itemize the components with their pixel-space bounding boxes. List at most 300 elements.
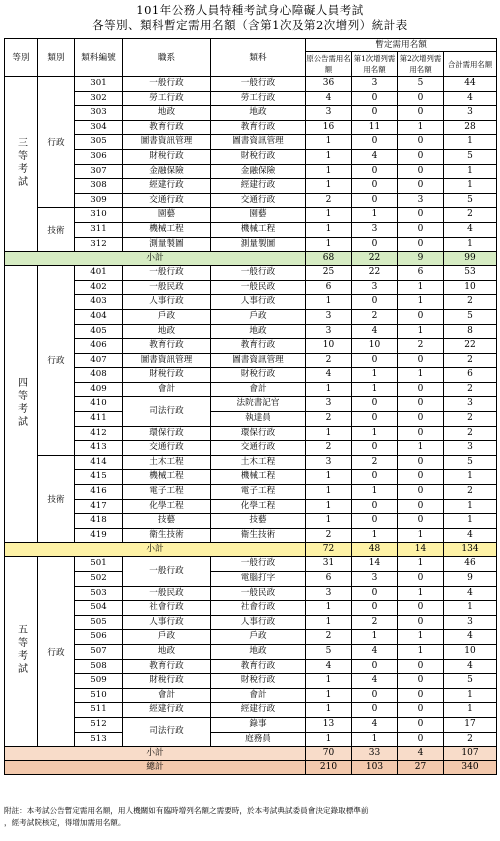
second-increase-cell: 0 xyxy=(398,353,444,368)
table-row xyxy=(5,309,497,324)
subject-cell: 戶政 xyxy=(211,630,306,645)
first-increase-cell: 3 xyxy=(352,572,398,587)
table-row xyxy=(5,703,497,718)
header-original: 原公告需用名額 xyxy=(306,52,352,77)
subtotal-value: 4 xyxy=(398,747,444,761)
subject-cell: 教育行政 xyxy=(211,120,306,135)
table-row xyxy=(5,426,497,441)
second-increase-cell: 0 xyxy=(398,688,444,703)
subject-cell: 社會行政 xyxy=(211,601,306,616)
table-row xyxy=(5,193,497,208)
first-increase-cell: 3 xyxy=(352,222,398,237)
second-increase-cell: 1 xyxy=(398,368,444,383)
original-cell: 1 xyxy=(306,485,352,500)
subject-cell: 一般行政 xyxy=(211,77,306,92)
series-cell: 教育行政 xyxy=(123,659,211,674)
second-increase-cell: 1 xyxy=(398,528,444,543)
table-row xyxy=(5,674,497,689)
header-subject: 類科 xyxy=(211,39,306,77)
code-cell: 410 xyxy=(75,397,123,412)
total-cell: 2 xyxy=(444,208,497,223)
original-cell: 2 xyxy=(306,353,352,368)
second-increase-cell: 1 xyxy=(398,280,444,295)
document-title: 101年公務人員特種考試身心障礙人員考試 xyxy=(136,3,364,17)
first-increase-cell: 0 xyxy=(352,237,398,252)
header-group: 暫定需用名額 xyxy=(306,39,497,52)
total-cell: 44 xyxy=(444,77,497,92)
subject-cell: 交通行政 xyxy=(211,441,306,456)
code-cell: 509 xyxy=(75,674,123,689)
document-subtitle: 各等別、類科暫定需用名額（含第1次及第2次增列）統計表 xyxy=(92,18,408,32)
first-increase-cell: 4 xyxy=(352,674,398,689)
code-cell: 411 xyxy=(75,412,123,427)
code-cell: 417 xyxy=(75,499,123,514)
second-increase-cell: 0 xyxy=(398,222,444,237)
series-cell: 機械工程 xyxy=(123,470,211,485)
code-cell: 505 xyxy=(75,615,123,630)
total-cell: 4 xyxy=(444,222,497,237)
first-increase-cell: 0 xyxy=(352,688,398,703)
first-increase-cell: 1 xyxy=(352,208,398,223)
series-cell: 測量製圖 xyxy=(123,237,211,252)
table-row xyxy=(5,412,497,427)
second-increase-cell: 0 xyxy=(398,426,444,441)
subject-cell: 地政 xyxy=(211,324,306,339)
code-cell: 506 xyxy=(75,630,123,645)
original-cell: 3 xyxy=(306,324,352,339)
first-increase-cell: 0 xyxy=(352,397,398,412)
series-cell: 圖書資訊管理 xyxy=(123,353,211,368)
code-cell: 507 xyxy=(75,644,123,659)
table-row xyxy=(5,324,497,339)
series-cell: 地政 xyxy=(123,324,211,339)
table-row xyxy=(5,164,497,179)
series-cell: 教育行政 xyxy=(123,120,211,135)
table-row xyxy=(5,179,497,194)
code-cell: 407 xyxy=(75,353,123,368)
code-cell: 310 xyxy=(75,208,123,223)
original-cell: 13 xyxy=(306,717,352,732)
code-cell: 405 xyxy=(75,324,123,339)
original-cell: 2 xyxy=(306,193,352,208)
subtotal-value: 134 xyxy=(444,543,497,557)
first-increase-cell: 1 xyxy=(352,528,398,543)
subject-cell: 圖書資訊管理 xyxy=(211,353,306,368)
series-cell: 土木工程 xyxy=(123,455,211,470)
first-increase-cell: 3 xyxy=(352,77,398,92)
table-row xyxy=(5,586,497,601)
original-cell: 4 xyxy=(306,91,352,106)
subtotal-value: 22 xyxy=(352,252,398,266)
table-row xyxy=(5,135,497,150)
series-cell: 司法行政 xyxy=(123,397,211,426)
total-cell: 1 xyxy=(444,237,497,252)
original-cell: 1 xyxy=(306,135,352,150)
table-row xyxy=(5,208,497,223)
first-increase-cell: 0 xyxy=(352,412,398,427)
first-increase-cell: 11 xyxy=(352,120,398,135)
code-cell: 303 xyxy=(75,106,123,121)
second-increase-cell: 0 xyxy=(398,499,444,514)
second-increase-cell: 0 xyxy=(398,237,444,252)
total-cell: 4 xyxy=(444,659,497,674)
subject-cell: 錄事 xyxy=(211,717,306,732)
second-increase-cell: 1 xyxy=(398,644,444,659)
total-cell: 4 xyxy=(444,91,497,106)
first-increase-cell: 14 xyxy=(352,557,398,572)
quota-table xyxy=(4,38,497,775)
subject-cell: 教育行政 xyxy=(211,339,306,354)
subject-cell: 戶政 xyxy=(211,309,306,324)
total-cell: 5 xyxy=(444,455,497,470)
second-increase-cell: 0 xyxy=(398,615,444,630)
subtotal-value: 70 xyxy=(306,747,352,761)
subject-cell: 庭務員 xyxy=(211,732,306,747)
level-cell xyxy=(5,557,38,747)
grand-total-value: 27 xyxy=(398,761,444,775)
table-row xyxy=(5,717,497,732)
second-increase-cell: 0 xyxy=(398,309,444,324)
series-cell: 交通行政 xyxy=(123,193,211,208)
code-cell: 308 xyxy=(75,179,123,194)
second-increase-cell: 0 xyxy=(398,397,444,412)
header-second-increase: 第2次增列需用名額 xyxy=(398,52,444,77)
table-row xyxy=(5,120,497,135)
subject-cell: 電子工程 xyxy=(211,485,306,500)
series-cell: 財稅行政 xyxy=(123,674,211,689)
footnote-line-1: 附註：本考試公告暫定需用名額，用人機關如有臨時增列名額之需要時，於本考試典試委員會決定錄取標準前 xyxy=(4,806,369,815)
second-increase-cell: 0 xyxy=(398,382,444,397)
grand-total-value: 210 xyxy=(306,761,352,775)
subtotal-value: 99 xyxy=(444,252,497,266)
table-row xyxy=(5,368,497,383)
second-increase-cell: 0 xyxy=(398,601,444,616)
series-cell: 地政 xyxy=(123,644,211,659)
table-row xyxy=(5,514,497,529)
original-cell: 5 xyxy=(306,644,352,659)
code-cell: 416 xyxy=(75,485,123,500)
category-cell: 行政 xyxy=(38,77,75,208)
total-cell: 1 xyxy=(444,164,497,179)
original-cell: 1 xyxy=(306,703,352,718)
original-cell: 3 xyxy=(306,397,352,412)
series-cell: 化學工程 xyxy=(123,499,211,514)
level-cell xyxy=(5,266,38,543)
subject-cell: 機械工程 xyxy=(211,222,306,237)
subject-cell: 一般民政 xyxy=(211,586,306,601)
table-row xyxy=(5,266,497,281)
level-label: 三等考試 xyxy=(15,136,27,189)
table-row xyxy=(5,528,497,543)
footnote xyxy=(4,805,494,829)
subject-cell: 機械工程 xyxy=(211,470,306,485)
total-cell: 2 xyxy=(444,353,497,368)
code-cell: 419 xyxy=(75,528,123,543)
grand-total-label: 總計 xyxy=(5,761,306,775)
subtotal-row xyxy=(5,747,497,761)
first-increase-cell: 0 xyxy=(352,514,398,529)
first-increase-cell: 0 xyxy=(352,441,398,456)
first-increase-cell: 1 xyxy=(352,382,398,397)
series-cell: 一般行政 xyxy=(123,557,211,586)
original-cell: 4 xyxy=(306,659,352,674)
series-cell: 一般行政 xyxy=(123,266,211,281)
original-cell: 1 xyxy=(306,208,352,223)
code-cell: 511 xyxy=(75,703,123,718)
code-cell: 413 xyxy=(75,441,123,456)
table-row xyxy=(5,630,497,645)
subject-cell: 執達員 xyxy=(211,412,306,427)
code-cell: 408 xyxy=(75,368,123,383)
code-cell: 415 xyxy=(75,470,123,485)
original-cell: 3 xyxy=(306,586,352,601)
total-cell: 28 xyxy=(444,120,497,135)
total-cell: 1 xyxy=(444,179,497,194)
first-increase-cell: 0 xyxy=(352,703,398,718)
table-row xyxy=(5,601,497,616)
total-cell: 1 xyxy=(444,499,497,514)
original-cell: 1 xyxy=(306,237,352,252)
first-increase-cell: 1 xyxy=(352,732,398,747)
subtotal-value: 14 xyxy=(398,543,444,557)
original-cell: 3 xyxy=(306,106,352,121)
original-cell: 31 xyxy=(306,557,352,572)
first-increase-cell: 1 xyxy=(352,368,398,383)
original-cell: 16 xyxy=(306,120,352,135)
subject-cell: 土木工程 xyxy=(211,455,306,470)
total-cell: 3 xyxy=(444,441,497,456)
original-cell: 36 xyxy=(306,77,352,92)
first-increase-cell: 2 xyxy=(352,455,398,470)
table-row xyxy=(5,91,497,106)
series-cell: 機械工程 xyxy=(123,222,211,237)
first-increase-cell: 1 xyxy=(352,630,398,645)
series-cell: 司法行政 xyxy=(123,717,211,746)
category-cell: 技術 xyxy=(38,455,75,543)
table-body xyxy=(5,77,497,775)
subtotal-value: 72 xyxy=(306,543,352,557)
subject-cell: 勞工行政 xyxy=(211,91,306,106)
first-increase-cell: 4 xyxy=(352,324,398,339)
header-category: 類別 xyxy=(38,39,75,77)
subtotal-label: 小計 xyxy=(5,543,306,557)
total-cell: 2 xyxy=(444,412,497,427)
grand-total-value: 103 xyxy=(352,761,398,775)
table-row xyxy=(5,485,497,500)
first-increase-cell: 2 xyxy=(352,309,398,324)
subject-cell: 一般民政 xyxy=(211,280,306,295)
category-cell: 行政 xyxy=(38,557,75,747)
first-increase-cell: 0 xyxy=(352,353,398,368)
first-increase-cell: 0 xyxy=(352,106,398,121)
series-cell: 會計 xyxy=(123,688,211,703)
second-increase-cell: 0 xyxy=(398,514,444,529)
header-code: 類科編號 xyxy=(75,39,123,77)
second-increase-cell: 1 xyxy=(398,557,444,572)
first-increase-cell: 10 xyxy=(352,339,398,354)
subject-cell: 一般行政 xyxy=(211,557,306,572)
second-increase-cell: 0 xyxy=(398,674,444,689)
total-cell: 4 xyxy=(444,630,497,645)
first-increase-cell: 0 xyxy=(352,91,398,106)
original-cell: 1 xyxy=(306,470,352,485)
original-cell: 3 xyxy=(306,309,352,324)
subtotal-row xyxy=(5,543,497,557)
category-cell: 行政 xyxy=(38,266,75,456)
table-row xyxy=(5,237,497,252)
table-row xyxy=(5,441,497,456)
code-cell: 305 xyxy=(75,135,123,150)
subject-cell: 經建行政 xyxy=(211,703,306,718)
subject-cell: 財稅行政 xyxy=(211,368,306,383)
original-cell: 10 xyxy=(306,339,352,354)
second-increase-cell: 0 xyxy=(398,106,444,121)
series-cell: 會計 xyxy=(123,382,211,397)
subject-cell: 會計 xyxy=(211,688,306,703)
code-cell: 508 xyxy=(75,659,123,674)
total-cell: 8 xyxy=(444,324,497,339)
second-increase-cell: 3 xyxy=(398,193,444,208)
subject-cell: 圖書資訊管理 xyxy=(211,135,306,150)
first-increase-cell: 0 xyxy=(352,135,398,150)
code-cell: 406 xyxy=(75,339,123,354)
subtotal-row xyxy=(5,252,497,266)
code-cell: 304 xyxy=(75,120,123,135)
original-cell: 1 xyxy=(306,514,352,529)
series-cell: 一般行政 xyxy=(123,77,211,92)
subject-cell: 財稅行政 xyxy=(211,674,306,689)
total-cell: 46 xyxy=(444,557,497,572)
code-cell: 404 xyxy=(75,309,123,324)
original-cell: 1 xyxy=(306,688,352,703)
subject-cell: 交通行政 xyxy=(211,193,306,208)
series-cell: 交通行政 xyxy=(123,441,211,456)
first-increase-cell: 0 xyxy=(352,295,398,310)
series-cell: 經建行政 xyxy=(123,179,211,194)
table-row xyxy=(5,615,497,630)
subject-cell: 化學工程 xyxy=(211,499,306,514)
second-increase-cell: 0 xyxy=(398,179,444,194)
code-cell: 412 xyxy=(75,426,123,441)
first-increase-cell: 0 xyxy=(352,193,398,208)
second-increase-cell: 0 xyxy=(398,91,444,106)
table-row xyxy=(5,732,497,747)
subject-cell: 測量製圖 xyxy=(211,237,306,252)
second-increase-cell: 0 xyxy=(398,149,444,164)
series-cell: 一般民政 xyxy=(123,280,211,295)
second-increase-cell: 0 xyxy=(398,208,444,223)
level-label: 五等考試 xyxy=(15,624,27,677)
table-row xyxy=(5,659,497,674)
series-cell: 財稅行政 xyxy=(123,149,211,164)
code-cell: 302 xyxy=(75,91,123,106)
original-cell: 2 xyxy=(306,441,352,456)
table-row xyxy=(5,353,497,368)
original-cell: 1 xyxy=(306,179,352,194)
subtotal-value: 68 xyxy=(306,252,352,266)
subject-cell: 地政 xyxy=(211,644,306,659)
second-increase-cell: 0 xyxy=(398,470,444,485)
footnote-line-2: ，經考試院核定，得增加需用名額。 xyxy=(4,818,126,827)
series-cell: 一般民政 xyxy=(123,586,211,601)
first-increase-cell: 3 xyxy=(352,280,398,295)
subject-cell: 地政 xyxy=(211,106,306,121)
total-cell: 53 xyxy=(444,266,497,281)
code-cell: 401 xyxy=(75,266,123,281)
original-cell: 2 xyxy=(306,528,352,543)
second-increase-cell: 0 xyxy=(398,703,444,718)
first-increase-cell: 4 xyxy=(352,644,398,659)
second-increase-cell: 5 xyxy=(398,77,444,92)
table-row xyxy=(5,280,497,295)
grand-total-row xyxy=(5,761,497,775)
second-increase-cell: 1 xyxy=(398,324,444,339)
table-row xyxy=(5,339,497,354)
header-row-1 xyxy=(5,39,497,52)
code-cell: 414 xyxy=(75,455,123,470)
original-cell: 2 xyxy=(306,630,352,645)
first-increase-cell: 4 xyxy=(352,149,398,164)
series-cell: 人事行政 xyxy=(123,615,211,630)
series-cell: 戶政 xyxy=(123,309,211,324)
subject-cell: 金融保險 xyxy=(211,164,306,179)
first-increase-cell: 1 xyxy=(352,426,398,441)
table-row xyxy=(5,470,497,485)
code-cell: 510 xyxy=(75,688,123,703)
header-total: 合計需用名額 xyxy=(444,52,497,77)
second-increase-cell: 0 xyxy=(398,732,444,747)
series-cell: 園藝 xyxy=(123,208,211,223)
table-row xyxy=(5,644,497,659)
header-level: 等別 xyxy=(5,39,38,77)
original-cell: 1 xyxy=(306,149,352,164)
code-cell: 309 xyxy=(75,193,123,208)
table-row xyxy=(5,572,497,587)
total-cell: 1 xyxy=(444,135,497,150)
original-cell: 1 xyxy=(306,222,352,237)
second-increase-cell: 0 xyxy=(398,455,444,470)
code-cell: 311 xyxy=(75,222,123,237)
original-cell: 1 xyxy=(306,426,352,441)
total-cell: 2 xyxy=(444,732,497,747)
code-cell: 503 xyxy=(75,586,123,601)
second-increase-cell: 0 xyxy=(398,572,444,587)
total-cell: 3 xyxy=(444,397,497,412)
code-cell: 418 xyxy=(75,514,123,529)
original-cell: 1 xyxy=(306,295,352,310)
second-increase-cell: 0 xyxy=(398,485,444,500)
first-increase-cell: 0 xyxy=(352,586,398,601)
first-increase-cell: 0 xyxy=(352,601,398,616)
subject-cell: 法院書記官 xyxy=(211,397,306,412)
total-cell: 1 xyxy=(444,703,497,718)
series-cell: 教育行政 xyxy=(123,339,211,354)
first-increase-cell: 4 xyxy=(352,717,398,732)
subtotal-label: 小計 xyxy=(5,252,306,266)
series-cell: 財稅行政 xyxy=(123,368,211,383)
table-row xyxy=(5,382,497,397)
series-cell: 社會行政 xyxy=(123,601,211,616)
total-cell: 5 xyxy=(444,674,497,689)
first-increase-cell: 0 xyxy=(352,470,398,485)
level-cell xyxy=(5,77,38,252)
first-increase-cell: 2 xyxy=(352,615,398,630)
code-cell: 312 xyxy=(75,237,123,252)
subject-cell: 園藝 xyxy=(211,208,306,223)
second-increase-cell: 1 xyxy=(398,630,444,645)
second-increase-cell: 1 xyxy=(398,295,444,310)
total-cell: 22 xyxy=(444,339,497,354)
